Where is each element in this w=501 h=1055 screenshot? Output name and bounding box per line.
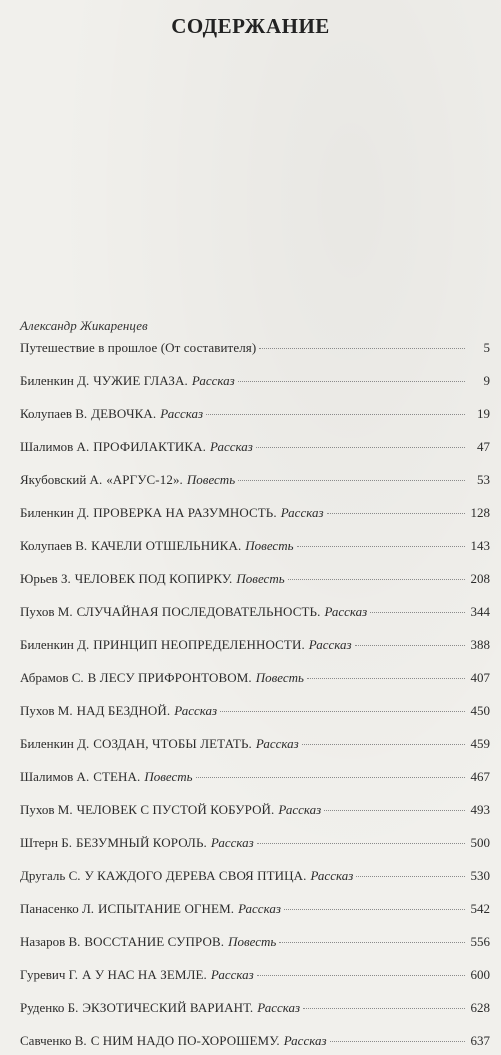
entry-author: Колупаев В. [20, 406, 88, 421]
entry-genre: Рассказ [174, 703, 218, 718]
entry-page-number: 637 [470, 1033, 490, 1048]
entry-page-number: 128 [470, 505, 490, 520]
dot-leader [327, 513, 465, 514]
entry-title: ИСПЫТАНИЕ ОГНЕМ. [98, 901, 235, 916]
entry-genre: Рассказ [210, 439, 253, 454]
entry-page-number: 556 [470, 934, 490, 949]
dot-leader [206, 414, 465, 415]
entry-genre: Рассказ [257, 1000, 301, 1015]
page-title: СОДЕРЖАНИЕ [171, 14, 330, 38]
entry-author: Гуревич Г. [20, 967, 78, 982]
entry-author: Биленкин Д. [20, 505, 90, 520]
toc-entry [20, 1000, 490, 1022]
entry-genre: Рассказ [191, 373, 235, 388]
dot-leader [256, 447, 465, 448]
toc-entry [20, 505, 490, 527]
entry-title: ДЕВОЧКА. [91, 406, 157, 421]
toc-entry-lead [20, 736, 299, 752]
dot-leader [238, 480, 465, 481]
dot-leader [307, 678, 465, 679]
toc-entry-lead [20, 868, 353, 884]
toc-entry-lead [20, 472, 235, 488]
toc-entry [20, 802, 490, 824]
dot-leader [297, 546, 465, 547]
entry-title: ПРОФИЛАКТИКА. [93, 439, 206, 454]
entry-title: ЧЕЛОВЕК С ПУСТОЙ КОБУРОЙ. [76, 802, 275, 817]
entry-title: СТЕНА. [93, 769, 141, 784]
dot-leader [238, 381, 465, 382]
toc-entry-lead [20, 1000, 300, 1016]
dot-leader [302, 744, 465, 745]
entry-page-number: 450 [470, 703, 490, 718]
toc-entry [20, 571, 490, 593]
entry-title: ПРИНЦИП НЕОПРЕДЕЛЕННОСТИ. [93, 637, 305, 652]
entry-author: Руденко Б. [20, 1000, 79, 1015]
toc-entry-intro [20, 340, 490, 362]
toc-entry-lead [20, 901, 281, 917]
toc-entry [20, 835, 490, 857]
entry-title: В ЛЕСУ ПРИФРОНТОВОМ. [87, 670, 252, 685]
dot-leader [370, 612, 465, 613]
entry-author: Пухов М. [20, 703, 73, 718]
entry-page-number: 628 [470, 1000, 490, 1015]
toc-entry-lead [20, 1033, 327, 1049]
entry-author: Колупаев В. [20, 538, 88, 553]
toc-entry-lead [20, 934, 276, 950]
toc-entry-lead [20, 670, 304, 686]
entry-title: ВОССТАНИЕ СУПРОВ. [84, 934, 225, 949]
intro-page-number: 5 [483, 340, 490, 355]
entry-title: КАЧЕЛИ ОТШЕЛЬНИКА. [91, 538, 242, 553]
toc-entry-lead [20, 802, 321, 818]
toc-entry [20, 670, 490, 692]
entry-genre: Повесть [236, 571, 285, 586]
toc-entry-lead [20, 406, 203, 422]
toc-entry [20, 736, 490, 758]
entry-title: ПРОВЕРКА НА РАЗУМНОСТЬ. [93, 505, 277, 520]
entry-page-number: 459 [470, 736, 490, 751]
toc-entry-lead [20, 637, 352, 653]
dot-leader [257, 975, 465, 976]
dot-leader [303, 1008, 465, 1009]
dot-leader [259, 348, 465, 349]
toc-entry [20, 703, 490, 725]
entry-genre: Рассказ [324, 604, 368, 619]
intro-title: Путешествие в прошлое (От составителя) [20, 340, 257, 355]
entry-author: Шалимов А. [20, 769, 90, 784]
toc-entry [20, 868, 490, 890]
dot-leader [196, 777, 465, 778]
entry-genre: Повесть [144, 769, 193, 784]
entry-author: Назаров В. [20, 934, 81, 949]
entry-page-number: 407 [470, 670, 490, 685]
entry-page-number: 493 [470, 802, 490, 817]
toc-entry-lead [20, 604, 367, 620]
toc-entry-lead [20, 439, 253, 455]
entry-genre: Повесть [245, 538, 294, 553]
toc-entry [20, 373, 490, 395]
entry-author: Юрьев З. [20, 571, 71, 586]
entry-title: ЧУЖИЕ ГЛАЗА. [93, 373, 188, 388]
entry-title: «АРГУС-12». [106, 472, 183, 487]
dot-leader [279, 942, 465, 943]
entry-page-number: 53 [477, 472, 490, 487]
entry-title: СОЗДАН, ЧТОБЫ ЛЕТАТЬ. [93, 736, 252, 751]
entry-page-number: 208 [470, 571, 490, 586]
toc-entry [20, 934, 490, 956]
table-of-contents [20, 340, 490, 1055]
entry-genre: Рассказ [238, 901, 281, 916]
entry-author: Штерн Б. [20, 835, 72, 850]
toc-entry [20, 901, 490, 923]
entry-author: Другаль С. [20, 868, 81, 883]
toc-entry [20, 1033, 490, 1055]
entry-title: ЧЕЛОВЕК ПОД КОПИРКУ. [74, 571, 233, 586]
entry-page-number: 467 [470, 769, 490, 784]
entry-title: ЭКЗОТИЧЕСКИЙ ВАРИАНТ. [82, 1000, 254, 1015]
entry-genre: Повесть [255, 670, 304, 685]
entry-author: Шалимов А. [20, 439, 90, 454]
entry-genre: Рассказ [283, 1033, 327, 1048]
toc-entry [20, 637, 490, 659]
entry-genre: Рассказ [255, 736, 299, 751]
toc-entry [20, 439, 490, 461]
toc-entry-lead [20, 340, 256, 356]
entry-author: Биленкин Д. [20, 736, 90, 751]
dot-leader [356, 876, 465, 877]
entry-genre: Рассказ [310, 868, 354, 883]
dot-leader [330, 1041, 465, 1042]
entry-page-number: 388 [470, 637, 490, 652]
toc-entry-lead [20, 967, 254, 983]
entry-page-number: 47 [477, 439, 490, 454]
entry-genre: Рассказ [308, 637, 352, 652]
entry-author: Пухов М. [20, 604, 73, 619]
entry-genre: Рассказ [278, 802, 322, 817]
toc-entry-lead [20, 505, 324, 521]
entry-author: Панасенко Л. [20, 901, 95, 916]
entry-author: Биленкин Д. [20, 637, 90, 652]
toc-entry-lead [20, 769, 193, 785]
dot-leader [220, 711, 465, 712]
dot-leader [284, 909, 465, 910]
entry-genre: Рассказ [210, 967, 254, 982]
entry-page-number: 19 [477, 406, 490, 421]
toc-entry [20, 472, 490, 494]
toc-entry [20, 406, 490, 428]
dot-leader [257, 843, 465, 844]
dot-leader [324, 810, 465, 811]
dot-leader [355, 645, 465, 646]
entry-genre: Повесть [186, 472, 236, 487]
entry-author: Савченко В. [20, 1033, 87, 1048]
toc-entry-lead [20, 703, 217, 719]
entry-title: У КАЖДОГО ДЕРЕВА СВОЯ ПТИЦА. [84, 868, 307, 883]
entry-title: БЕЗУМНЫЙ КОРОЛЬ. [76, 835, 207, 850]
entry-page-number: 600 [470, 967, 490, 982]
toc-entry [20, 769, 490, 791]
entry-genre: Повесть [228, 934, 277, 949]
toc-entry-lead [20, 538, 294, 554]
entry-genre: Рассказ [210, 835, 254, 850]
entry-title: С НИМ НАДО ПО-ХОРОШЕМУ. [90, 1033, 280, 1048]
entry-page-number: 500 [470, 835, 490, 850]
toc-entry-lead [20, 373, 235, 389]
entry-author: Биленкин Д. [20, 373, 90, 388]
entry-author: Якубовский А. [20, 472, 103, 487]
toc-entry [20, 967, 490, 989]
intro-author: Александр Жикаренцев [20, 318, 148, 333]
toc-entry-lead [20, 571, 285, 587]
entry-title: НАД БЕЗДНОЙ. [76, 703, 171, 718]
entry-genre: Рассказ [280, 505, 324, 520]
entry-genre: Рассказ [160, 406, 204, 421]
entry-author: Абрамов С. [20, 670, 84, 685]
toc-entry [20, 604, 490, 626]
entry-page-number: 530 [470, 868, 490, 883]
dot-leader [288, 579, 465, 580]
entry-title: А У НАС НА ЗЕМЛЕ. [81, 967, 207, 982]
entry-page-number: 344 [470, 604, 490, 619]
entry-page-number: 542 [470, 901, 490, 916]
toc-entry [20, 538, 490, 560]
entry-page-number: 143 [470, 538, 490, 553]
toc-entry-lead [20, 835, 254, 851]
entry-page-number: 9 [483, 373, 490, 388]
entry-author: Пухов М. [20, 802, 73, 817]
entry-title: СЛУЧАЙНАЯ ПОСЛЕДОВАТЕЛЬНОСТЬ. [76, 604, 321, 619]
